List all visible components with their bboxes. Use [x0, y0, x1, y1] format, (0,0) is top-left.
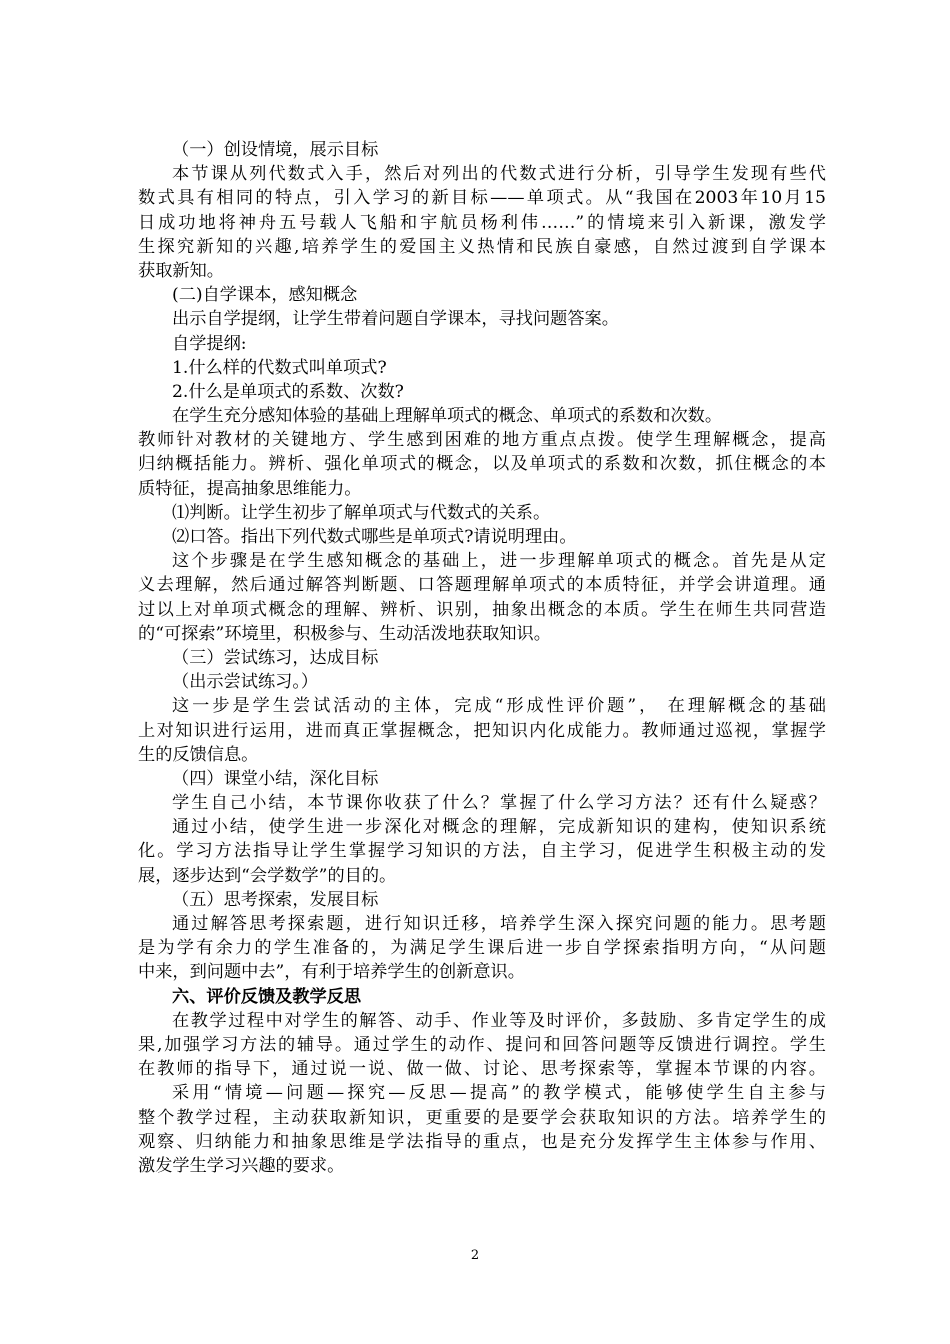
text-line: 整个教学过程，主动获取新知识，更重要的是要学会获取知识的方法。培养学生的 — [138, 1107, 826, 1128]
text-line: ⑵口答。指出下列代数式哪些是单项式?请说明理由。 — [172, 527, 577, 547]
text-line: 在教师的指导下，通过说一说、做一做、讨论、思考探索等，掌握本节课的内容。 — [138, 1059, 826, 1080]
text-line: 的“可探索”环境里，积极参与、生动活泼地获取知识。 — [138, 623, 551, 644]
text-line: 激发学生学习兴趣的要求。 — [138, 1155, 345, 1176]
text-line: （一）创设情境，展示目标 — [172, 140, 379, 160]
text-line: 义去理解，然后通过解答判断题、口答题理解单项式的本质特征，并学会讲道理。通 — [138, 575, 826, 596]
text-line: 是为学有余力的学生准备的，为满足学生课后进一步自学探索指明方向，“从问题 — [138, 938, 826, 959]
text-line: 上对知识进行运用，进而真正掌握概念，把知识内化成能力。教师通过巡视，掌握学 — [138, 720, 826, 741]
text-line: 采用“情境—问题—探究—反思—提高”的教学模式，能够使学生自主参与 — [172, 1083, 826, 1104]
text-line: 获取新知。 — [138, 260, 224, 281]
text-line: 本节课从列代数式入手，然后对列出的代数式进行分析，引导学生发现有些代 — [172, 164, 826, 185]
text-line: （四）课堂小结，深化目标 — [172, 768, 379, 789]
text-line: 生探究新知的兴趣,培养学生的爱国主义热情和民族自豪感，自然过渡到自学课本 — [138, 236, 826, 257]
text-line: （三）尝试练习，达成目标 — [172, 647, 379, 668]
text-line: 在教学过程中对学生的解答、动手、作业等及时评价，多鼓励、多肯定学生的成 — [172, 1010, 826, 1031]
text-line: 生的反馈信息。 — [138, 744, 259, 765]
page-number: 2 — [470, 1248, 480, 1263]
text-line: 质特征，提高抽象思维能力。 — [138, 478, 362, 499]
text-line: 教师针对教材的关键地方、学生感到困难的地方重点点拨。使学生理解概念，提高 — [138, 430, 826, 451]
section-heading: 六、评价反馈及教学反思 — [172, 986, 362, 1007]
text-line: 这一步是学生尝试活动的主体，完成“形成性评价题”， 在理解概念的基础 — [172, 696, 826, 717]
text-line: 1.什么样的代数式叫单项式? — [172, 357, 387, 378]
text-line: 过以上对单项式概念的理解、辨析、识别，抽象出概念的本质。学生在师生共同营造 — [138, 599, 826, 620]
text-line: 观察、归纳能力和抽象思维是学法指导的重点，也是充分发挥学生主体参与作用、 — [138, 1131, 826, 1152]
text-line: 果,加强学习方法的辅导。通过学生的动作、提问和回答问题等反馈进行调控。学生 — [138, 1034, 826, 1055]
document-body — [138, 138, 826, 1178]
text-line: ⑴判断。让学生初步了解单项式与代数式的关系。 — [172, 502, 551, 523]
text-line: 在学生充分感知体验的基础上理解单项式的概念、单项式的系数和次数。 — [172, 406, 723, 427]
text-line: (二)自学课本，感知概念 — [172, 285, 358, 306]
text-line: 自学提纲: — [172, 333, 247, 354]
text-line: （五）思考探索，发展目标 — [172, 889, 379, 910]
text-line: 归纳概括能力。辨析、强化单项式的概念，以及单项式的系数和次数，抓住概念的本 — [138, 454, 826, 475]
text-line: 数式具有相同的特点，引入学习的新目标——单项式。从“我国在2003年10月15 — [138, 188, 826, 209]
text-line: 通过解答思考探索题，进行知识迁移，培养学生深入探究问题的能力。思考题 — [172, 914, 826, 934]
text-line: 这个步骤是在学生感知概念的基础上，进一步理解单项式的概念。首先是从定 — [172, 551, 826, 572]
text-line: 2.什么是单项式的系数、次数? — [172, 381, 404, 402]
text-line: 学生自己小结，本节课你收获了什么？掌握了什么学习方法？还有什么疑惑？ — [172, 793, 826, 814]
text-line: 中来，到问题中去”，有利于培养学生的创新意识。 — [138, 962, 525, 983]
text-line: 展，逐步达到“会学数学”的目的。 — [138, 865, 397, 886]
text-line: 日成功地将神舟五号载人飞船和宇航员杨利伟……”的情境来引入新课，激发学 — [138, 212, 826, 233]
text-line: 出示自学提纲，让学生带着问题自学课本，寻找问题答案。 — [172, 309, 619, 330]
text-line: 通过小结，使学生进一步深化对概念的理解，完成新知识的建构，使知识系统 — [172, 817, 826, 838]
text-line: 化。学习方法指导让学生掌握学习知识的方法，自主学习，促进学生积极主动的发 — [138, 841, 826, 862]
text-line: （出示尝试练习。） — [172, 672, 319, 693]
